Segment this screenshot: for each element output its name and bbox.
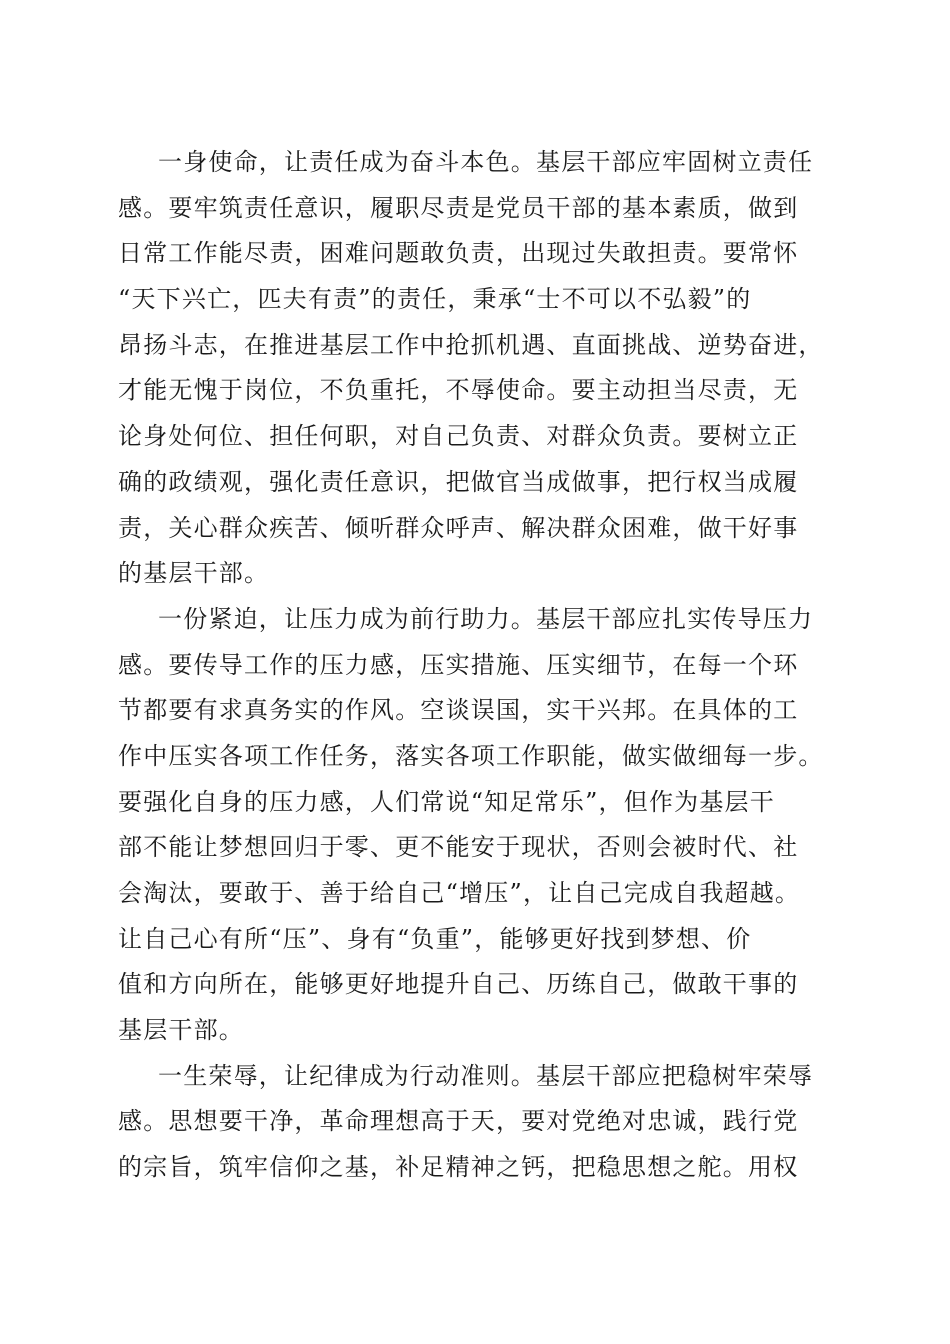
paragraph-honor (118, 1054, 834, 1191)
paragraph-line: 昂扬斗志，在推进基层工作中抢抓机遇、直面挑战、逆势奋进， (118, 330, 824, 359)
paragraph-line: 要强化自身的压力感，人们常说“知足常乐”，但作为基层干 (118, 787, 775, 816)
paragraph-line: 值和方向所在，能够更好地提升自己、历练自己，做敢干事的 (118, 970, 799, 999)
paragraph-line: 感。要传导工作的压力感，压实措施、压实细节，在每一个环 (118, 650, 799, 679)
paragraph-line: 的基层干部。 (118, 559, 270, 588)
paragraph-line: 让自己心有所“压”、身有“负重”，能够更好找到梦想、价 (118, 924, 752, 953)
paragraph-line: 一生荣辱，让纪律成为行动准则。基层干部应把稳树牢荣辱 (158, 1061, 814, 1090)
paragraph-pressure (118, 597, 834, 1054)
paragraph-line: 作中压实各项工作任务，落实各项工作职能，做实做细每一步。 (118, 741, 824, 770)
paragraph-line: 感。思想要干净，革命理想高于天，要对党绝对忠诚，践行党 (118, 1107, 799, 1136)
paragraph-line: 的宗旨，筑牢信仰之基，补足精神之钙，把稳思想之舵。用权 (118, 1153, 799, 1182)
document-body (118, 140, 834, 1191)
paragraph-line: 感。要牢筑责任意识，履职尽责是党员干部的基本素质，做到 (118, 193, 799, 222)
paragraph-line: 日常工作能尽责，困难问题敢负责，出现过失敢担责。要常怀 (118, 239, 799, 268)
paragraph-line: 一份紧迫，让压力成为前行助力。基层干部应扎实传导压力 (158, 604, 814, 633)
paragraph-line: 确的政绩观，强化责任意识，把做官当成做事，把行权当成履 (118, 467, 799, 496)
paragraph-line: 责，关心群众疾苦、倾听群众呼声、解决群众困难，做干好事 (118, 513, 799, 542)
paragraph-responsibility (118, 140, 834, 597)
paragraph-line: 论身处何位、担任何职，对自己负责、对群众负责。要树立正 (118, 422, 799, 451)
paragraph-line: 基层干部。 (118, 1016, 244, 1045)
paragraph-line: 才能无愧于岗位，不负重托，不辱使命。要主动担当尽责，无 (118, 376, 799, 405)
paragraph-line: “天下兴亡，匹夫有责”的责任，秉承“士不可以不弘毅”的 (118, 285, 752, 314)
paragraph-line: 节都要有求真务实的作风。空谈误国，实干兴邦。在具体的工 (118, 696, 799, 725)
paragraph-line: 一身使命，让责任成为奋斗本色。基层干部应牢固树立责任 (158, 148, 814, 176)
paragraph-line: 部不能让梦想回归于零、更不能安于现状，否则会被时代、社 (118, 833, 799, 862)
paragraph-line: 会淘汰，要敢于、善于给自己“增压”，让自己完成自我超越。 (118, 879, 801, 907)
